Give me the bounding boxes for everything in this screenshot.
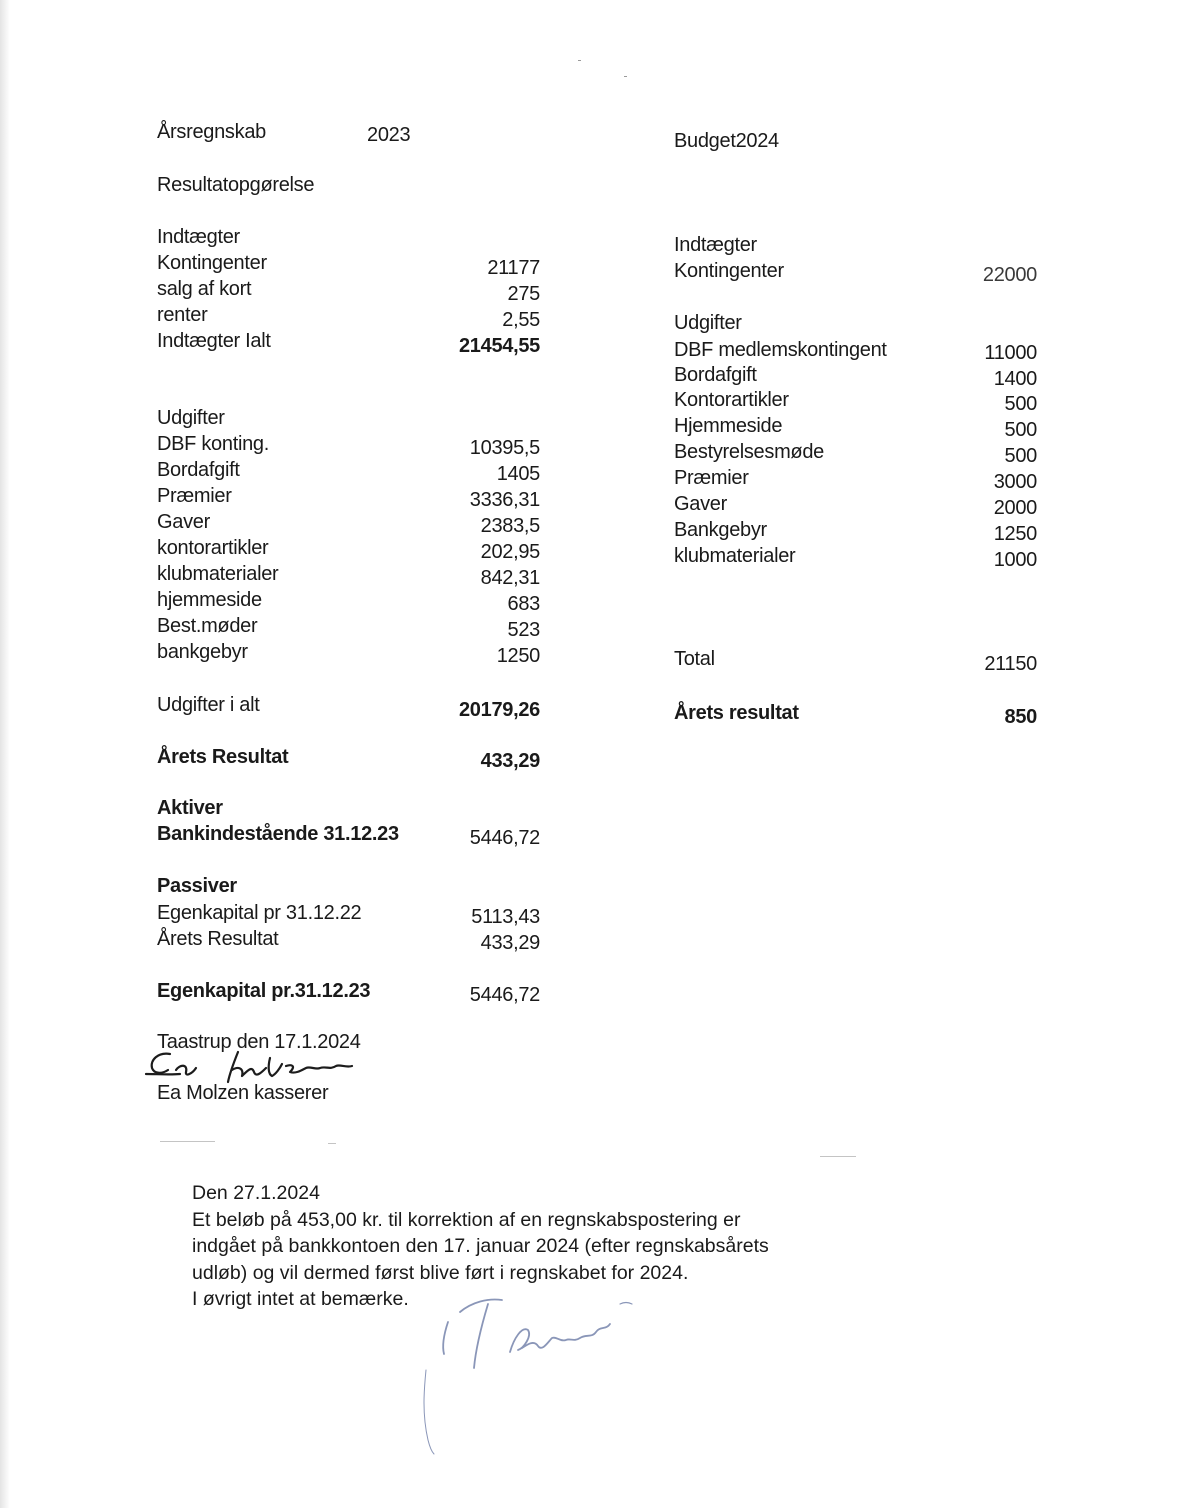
budget-row-value: 1000 bbox=[993, 549, 1037, 571]
budget-row-value: 1400 bbox=[993, 368, 1037, 390]
bank-balance-value: 5446,72 bbox=[469, 827, 540, 849]
scan-speck bbox=[578, 60, 581, 61]
budget-total-label: Total bbox=[674, 648, 715, 670]
equity-result-value: 433,29 bbox=[480, 932, 540, 954]
expense-row-label: klubmaterialer bbox=[157, 563, 279, 585]
budget-result-value: 850 bbox=[1004, 706, 1037, 728]
annual-result-value: 433,29 bbox=[480, 750, 540, 772]
expense-row-value: 683 bbox=[507, 593, 540, 615]
expense-row-value: 842,31 bbox=[480, 567, 540, 589]
scan-speck bbox=[624, 76, 627, 77]
equity-opening-label: Egenkapital pr 31.12.22 bbox=[157, 902, 362, 924]
budget-expense-heading: Udgifter bbox=[674, 312, 742, 334]
expenses-total-value: 20179,26 bbox=[458, 699, 540, 721]
expense-row-value: 1250 bbox=[496, 645, 540, 667]
budget-row-label: Kontorartikler bbox=[674, 389, 789, 411]
budget-row-value: 11000 bbox=[984, 342, 1037, 364]
accounting-year: 2023 bbox=[367, 124, 411, 146]
equity-opening-value: 5113,43 bbox=[471, 906, 540, 928]
income-row-value: 275 bbox=[507, 283, 540, 305]
expense-row-label: Præmier bbox=[157, 485, 232, 507]
income-statement-title: Resultatopgørelse bbox=[157, 174, 315, 196]
budget-row-value: 2000 bbox=[993, 497, 1037, 519]
expense-row-label: Bordafgift bbox=[157, 459, 240, 481]
income-heading: Indtægter bbox=[157, 226, 240, 248]
expense-row-value: 10395,5 bbox=[469, 437, 540, 459]
budget-income-value: 22000 bbox=[982, 264, 1037, 286]
budget-row-label: Bordafgift bbox=[674, 364, 757, 386]
income-total-value: 21454,55 bbox=[458, 335, 540, 357]
budget-row-value: 1250 bbox=[993, 523, 1037, 545]
scan-speck bbox=[820, 1156, 856, 1157]
expenses-total-label: Udgifter i alt bbox=[157, 694, 260, 716]
budget-income-label: Kontingenter bbox=[674, 260, 784, 282]
audit-note-line: udløb) og vil dermed først blive ført i regnskabet for 2024. bbox=[192, 1261, 689, 1284]
expenses-heading: Udgifter bbox=[157, 407, 225, 429]
liabilities-heading: Passiver bbox=[157, 875, 237, 897]
expense-row-value: 3336,31 bbox=[469, 489, 540, 511]
audit-note-line: indgået på bankkontoen den 17. januar 2024 (efter regnskabsårets bbox=[192, 1235, 769, 1257]
expense-row-label: bankgebyr bbox=[157, 641, 248, 663]
expense-row-value: 2383,5 bbox=[480, 515, 540, 537]
income-row-label: salg af kort bbox=[157, 278, 252, 300]
expense-row-label: kontorartikler bbox=[157, 537, 269, 559]
audit-note-line: Et beløb på 453,00 kr. til korrektion af en regnskabspostering er bbox=[192, 1208, 741, 1231]
budget-row-label: DBF medlemskontingent bbox=[674, 339, 887, 361]
budget-row-value: 500 bbox=[1004, 445, 1037, 467]
budget-total-value: 21150 bbox=[984, 653, 1037, 675]
scan-speck bbox=[328, 1143, 336, 1144]
document-title: Årsregnskab bbox=[157, 121, 266, 143]
place-date: Taastrup den 17.1.2024 bbox=[157, 1031, 361, 1053]
budget-row-label: Gaver bbox=[674, 493, 727, 515]
audit-note-line: Den 27.1.2024 bbox=[192, 1182, 320, 1204]
budget-row-value: 3000 bbox=[993, 471, 1037, 493]
treasurer-name: Ea Molzen kasserer bbox=[157, 1082, 329, 1104]
audit-note-line: I øvrigt intet at bemærke. bbox=[192, 1288, 409, 1310]
budget-income-heading: Indtægter bbox=[674, 234, 757, 256]
budget-row-label: Hjemmeside bbox=[674, 415, 783, 437]
scan-edge-shadow bbox=[0, 0, 10, 1508]
expense-row-value: 523 bbox=[507, 619, 540, 641]
expense-row-value: 1405 bbox=[496, 463, 540, 485]
income-row-value: 21177 bbox=[487, 257, 540, 279]
assets-heading: Aktiver bbox=[157, 797, 223, 819]
budget-row-label: klubmaterialer bbox=[674, 545, 796, 567]
scan-speck bbox=[160, 1141, 215, 1142]
expense-row-label: Gaver bbox=[157, 511, 210, 533]
annual-result-label: Årets Resultat bbox=[157, 746, 289, 768]
equity-result-label: Årets Resultat bbox=[157, 928, 279, 950]
equity-closing-label: Egenkapital pr.31.12.23 bbox=[157, 980, 371, 1002]
budget-row-value: 500 bbox=[1004, 419, 1037, 441]
expense-row-label: DBF konting. bbox=[157, 433, 270, 455]
expense-row-label: hjemmeside bbox=[157, 589, 262, 611]
budget-result-label: Årets resultat bbox=[674, 702, 799, 724]
equity-closing-value: 5446,72 bbox=[469, 984, 540, 1006]
expense-row-value: 202,95 bbox=[480, 541, 540, 563]
bank-balance-label: Bankindestående 31.12.23 bbox=[157, 823, 399, 845]
income-row-value: 2,55 bbox=[502, 309, 540, 331]
budget-row-label: Præmier bbox=[674, 467, 749, 489]
income-total-label: Indtægter Ialt bbox=[157, 330, 271, 352]
budget-title: Budget2024 bbox=[674, 130, 779, 152]
income-row-label: Kontingenter bbox=[157, 252, 267, 274]
expense-row-label: Best.møder bbox=[157, 615, 258, 637]
income-row-label: renter bbox=[157, 304, 208, 326]
budget-row-label: Bestyrelsesmøde bbox=[674, 441, 824, 463]
auditor-signature bbox=[410, 1290, 640, 1460]
budget-row-label: Bankgebyr bbox=[674, 519, 767, 541]
budget-row-value: 500 bbox=[1004, 393, 1037, 415]
